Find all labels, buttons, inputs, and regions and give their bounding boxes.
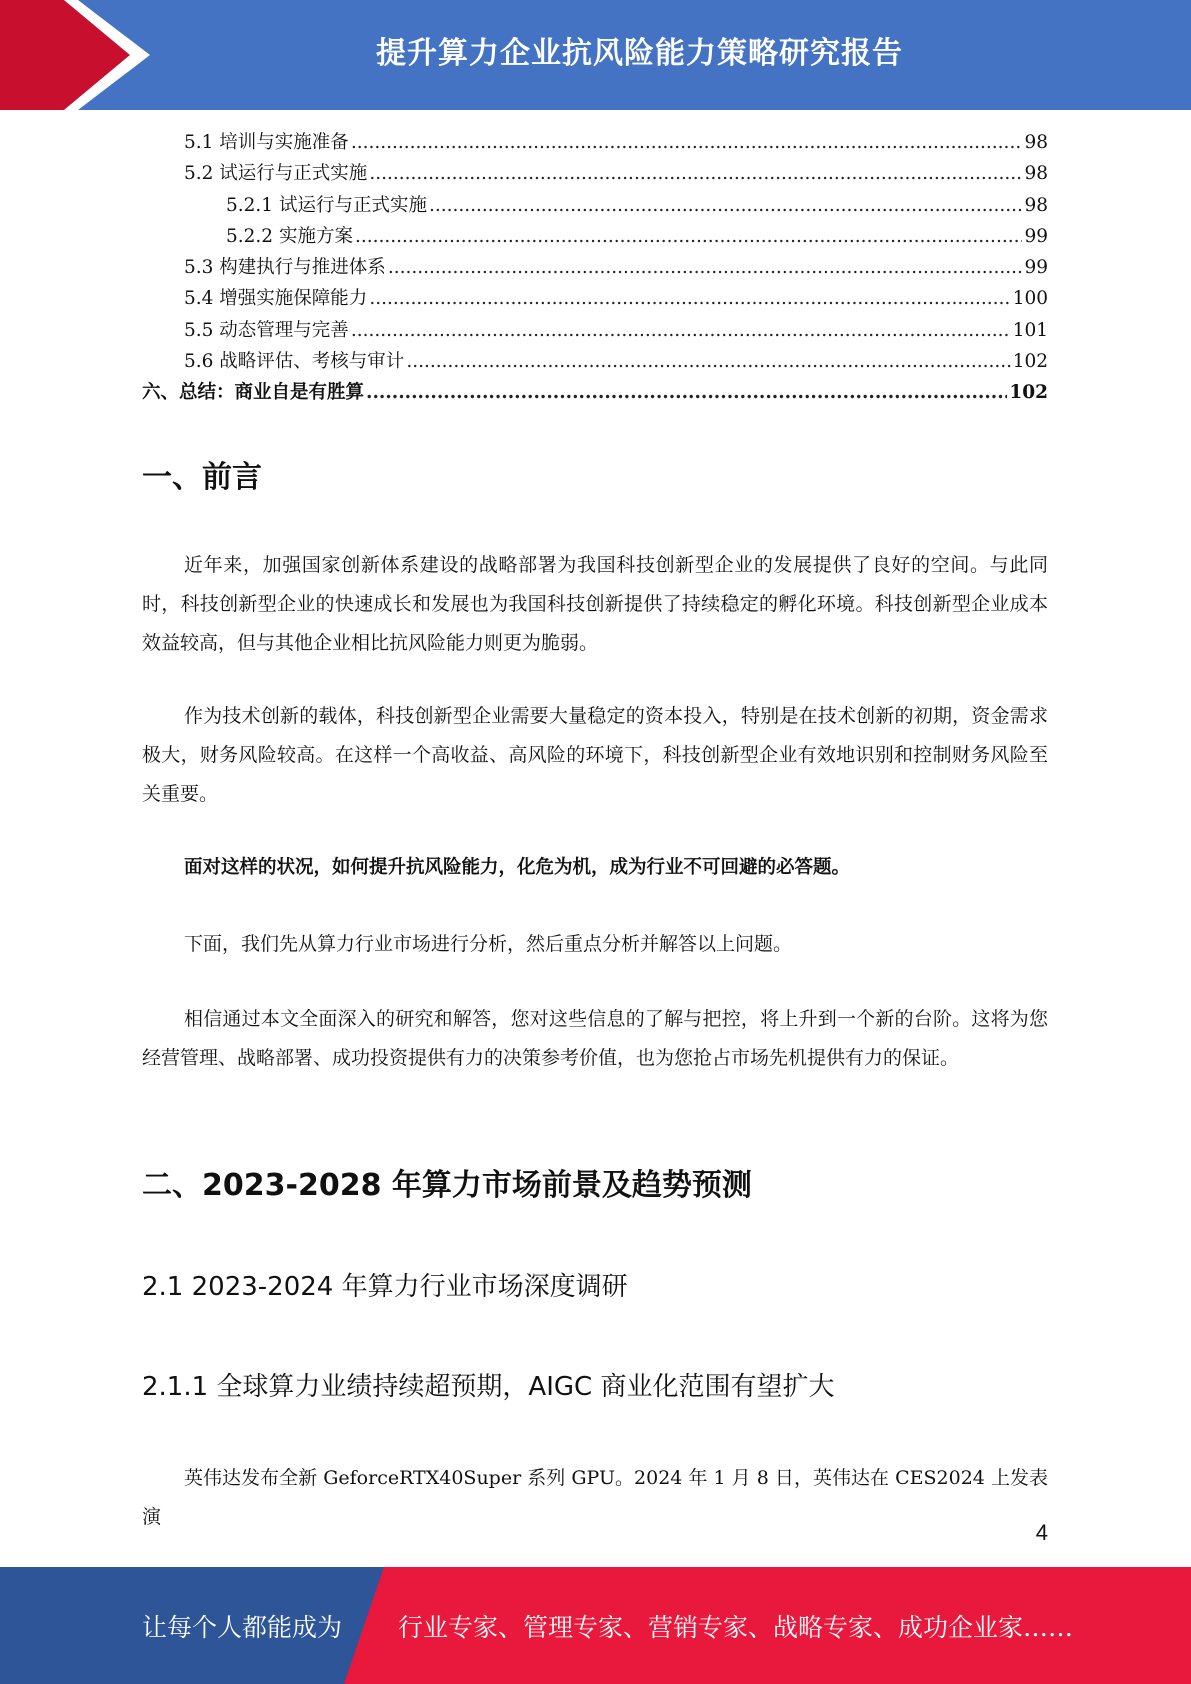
subsection-heading: 2.1 2023-2024 年算力行业市场深度调研: [142, 1272, 628, 1302]
paragraph: 英伟达发布全新 GeforceRTX40Super 系列 GPU。2024 年 1 月 8 日，英伟达在 CES2024 上发表演: [142, 1467, 1048, 1528]
paragraph: 下面，我们先从算力行业市场进行分析，然后重点分析并解答以上问题。: [184, 933, 793, 955]
paragraph: 相信通过本文全面深入的研究和解答，您对这些信息的了解与把控，将上升到一个新的台阶。这将为您经营管理、战略部署、成功投资提供有力的决策参考价值，也为您抢占市场先机提供有力的保证。: [142, 1008, 1048, 1069]
table-of-contents: [142, 128, 1048, 410]
toc-dot-leader: [388, 257, 1023, 278]
section-heading-market-forecast: 二、2023-2028 年算力市场前景及趋势预测: [142, 1168, 752, 1203]
toc-entry-label: 5.6 战略评估、考核与审计: [184, 351, 405, 373]
paragraph: 作为技术创新的载体，科技创新型企业需要大量稳定的资本投入，特别是在技术创新的初期，资金需求极大，财务风险较高。在这样一个高收益、高风险的环境下，科技创新型企业有效地识别和控制财务风险至关重要。: [142, 705, 1048, 805]
toc-entry-page: 98: [1024, 163, 1048, 185]
toc-entry[interactable]: [142, 378, 1048, 409]
toc-entry-label: 5.3 构建执行与推进体系: [184, 257, 386, 279]
footer-slogan-left: 让每个人都能成为: [142, 1612, 343, 1642]
toc-entry-page: 100: [1012, 288, 1048, 310]
toc-entry-label: 5.2.1 试运行与正式实施: [226, 194, 427, 216]
paragraph: 近年来，加强国家创新体系建设的战略部署为我国科技创新型企业的发展提供了良好的空间。与此同时，科技创新型企业的快速成长和发展也为我国科技创新提供了持续稳定的孵化环境。科技创新型企业成本效益较高，但与其他企业相比抗风险能力则更为脆弱。: [142, 554, 1048, 654]
subsubsection-heading: 2.1.1 全球算力业绩持续超预期，AIGC 商业化范围有望扩大: [142, 1372, 835, 1402]
toc-entry-label: 5.2 试运行与正式实施: [184, 163, 368, 185]
toc-entry[interactable]: [142, 128, 1048, 159]
toc-dot-leader: [369, 163, 1022, 184]
toc-entry[interactable]: [142, 159, 1048, 190]
toc-dot-leader: [429, 195, 1022, 216]
toc-entry-page: 99: [1024, 257, 1048, 279]
toc-entry[interactable]: [142, 316, 1048, 347]
footer-slogan-right: 行业专家、管理专家、营销专家、战略专家、成功企业家……: [398, 1612, 1074, 1642]
toc-entry[interactable]: [142, 253, 1048, 284]
toc-dot-leader: [351, 320, 1011, 341]
toc-dot-leader: [369, 288, 1010, 309]
toc-entry-label: 5.2.2 实施方案: [226, 225, 353, 247]
toc-entry-label: 5.5 动态管理与完善: [184, 319, 349, 341]
toc-dot-leader: [406, 351, 1010, 372]
toc-entry-page: 102: [1009, 382, 1048, 404]
section-heading-preface: 一、前言: [142, 460, 262, 495]
header-chevron-decoration: [0, 0, 160, 110]
toc-entry-page: 102: [1012, 351, 1048, 373]
report-title: [200, 0, 1191, 100]
toc-entry[interactable]: [142, 284, 1048, 315]
footer-banner: [0, 1567, 1191, 1684]
toc-entry-page: 101: [1012, 319, 1048, 341]
emphasis-paragraph: 面对这样的状况，如何提升抗风险能力，化危为机，成为行业不可回避的必答题。: [184, 857, 851, 878]
toc-entry-label: 六、总结：商业自是有胜算: [142, 382, 365, 404]
report-title-text: 提升算力企业抗风险能力策略研究报告: [376, 36, 903, 71]
page-number: 4: [1035, 1520, 1048, 1545]
toc-entry[interactable]: [142, 222, 1048, 253]
header-bar: [0, 0, 1191, 110]
toc-dot-leader: [355, 226, 1023, 247]
toc-entry-label: 5.1 培训与实施准备: [184, 132, 349, 153]
toc-dot-leader: [351, 132, 1023, 153]
toc-entry[interactable]: [142, 191, 1048, 222]
toc-dot-leader: [366, 382, 1007, 403]
toc-entry-page: 98: [1024, 194, 1048, 216]
toc-entry-page: 98: [1024, 132, 1048, 153]
toc-entry-page: 99: [1024, 225, 1048, 247]
toc-entry-label: 5.4 增强实施保障能力: [184, 288, 368, 310]
toc-entry[interactable]: [142, 347, 1048, 378]
